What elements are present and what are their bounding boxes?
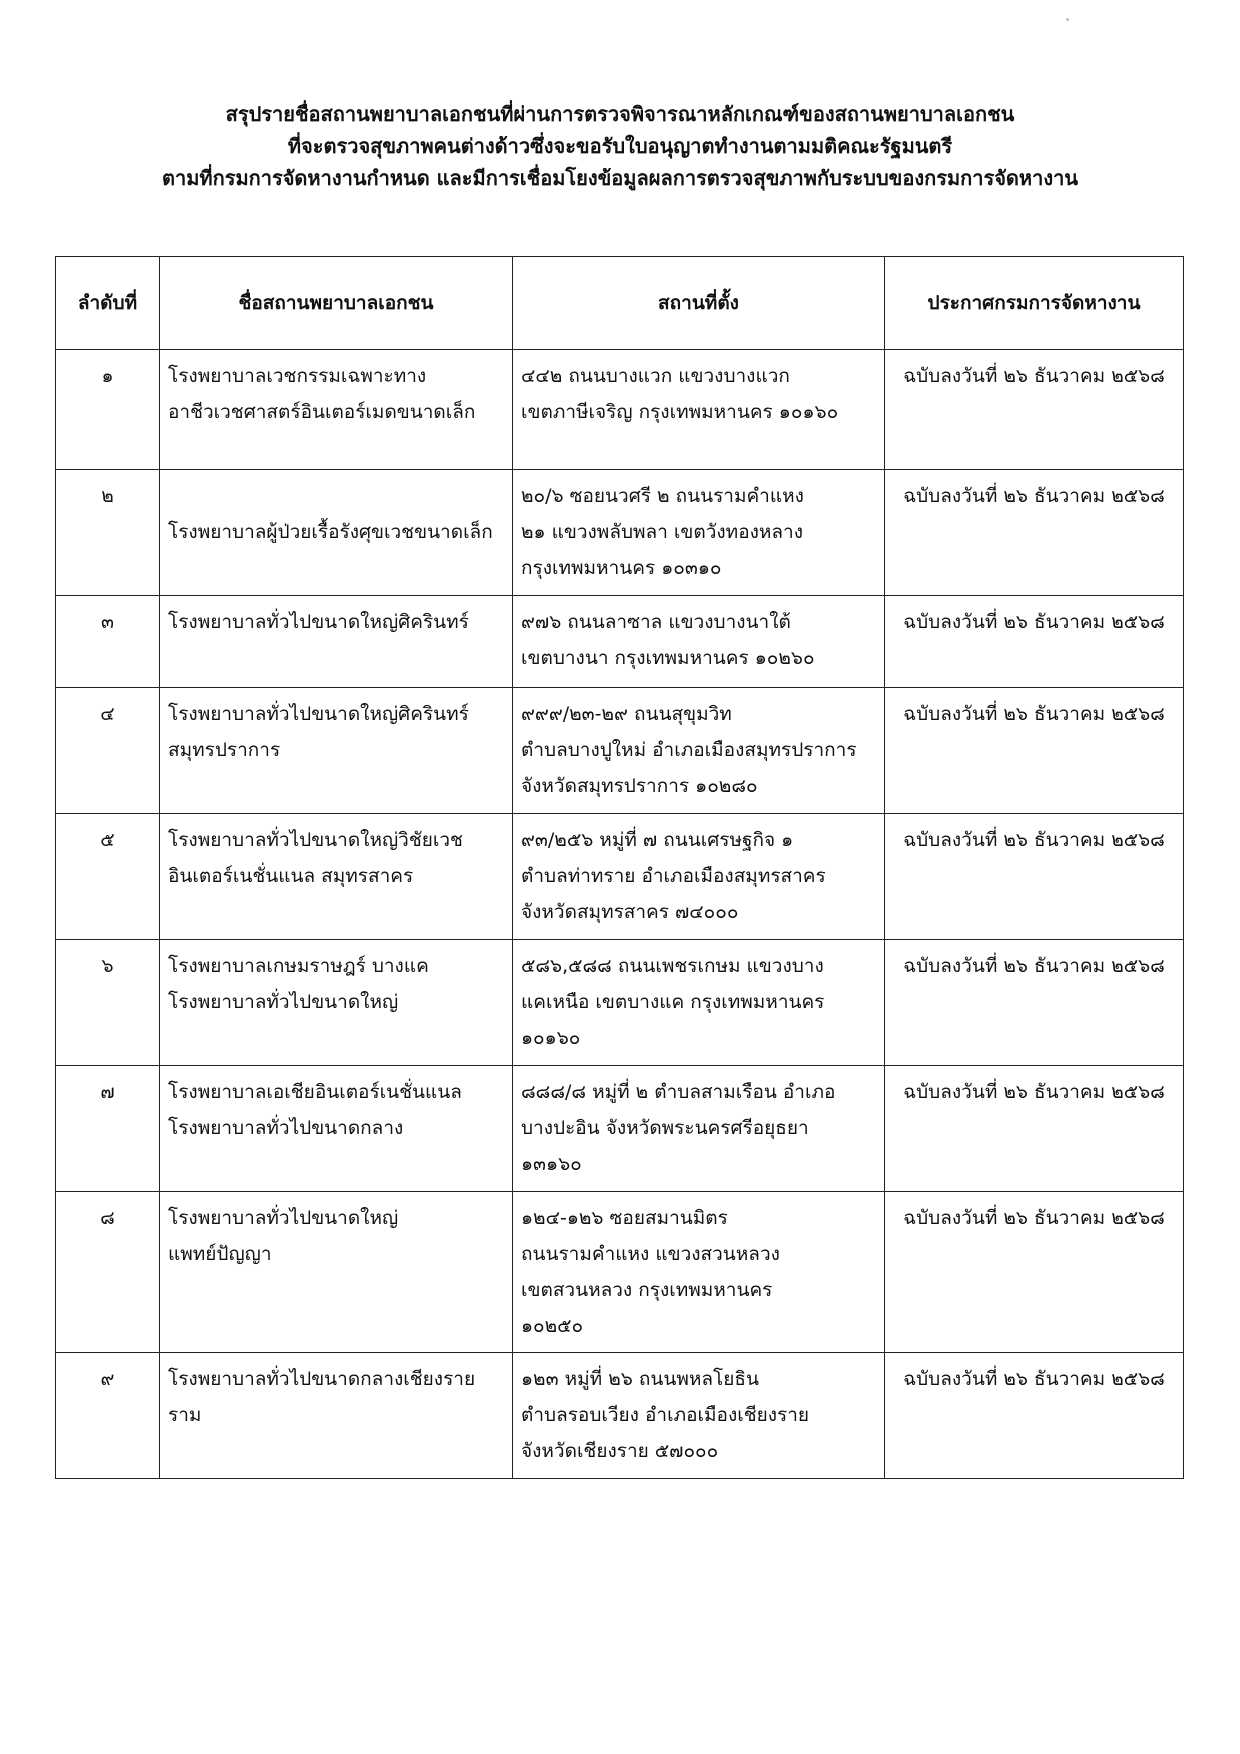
hospital-name-line: โรงพยาบาลทั่วไปขนาดใหญ่ศิครินทร์ bbox=[168, 703, 469, 725]
hospital-name-line: โรงพยาบาลเวชกรรมเฉพาะทาง bbox=[168, 365, 427, 387]
row-location bbox=[513, 814, 885, 940]
location-line: ๑๒๓ หมู่ที่ ๒๖ ถนนพหลโยธิน bbox=[521, 1368, 759, 1390]
location-line: ๘๘๘/๘ หมู่ที่ ๒ ตำบลสามเรือน อำเภอ bbox=[521, 1081, 836, 1103]
location-line: แคเหนือ เขตบางแค กรุงเทพมหานคร bbox=[521, 991, 825, 1013]
row-order-number: ๒ bbox=[56, 470, 160, 596]
location-line: ๙๓/๒๕๖ หมู่ที่ ๗ ถนนเศรษฐกิจ ๑ bbox=[521, 829, 794, 851]
hospital-name-line: โรงพยาบาลทั่วไปขนาดใหญ่ศิครินทร์ bbox=[168, 611, 469, 633]
row-announcement: ฉบับลงวันที่ ๒๖ ธันวาคม ๒๕๖๘ bbox=[885, 1192, 1184, 1353]
row-announcement: ฉบับลงวันที่ ๒๖ ธันวาคม ๒๕๖๘ bbox=[885, 350, 1184, 470]
row-location bbox=[513, 350, 885, 470]
row-hospital-name bbox=[160, 1066, 513, 1192]
scan-speck bbox=[1066, 18, 1069, 21]
row-announcement: ฉบับลงวันที่ ๒๖ ธันวาคม ๒๕๖๘ bbox=[885, 596, 1184, 688]
table-body bbox=[56, 350, 1184, 1479]
table-row bbox=[56, 350, 1184, 470]
location-line: ๔๔๒ ถนนบางแวก แขวงบางแวก bbox=[521, 365, 790, 387]
row-announcement: ฉบับลงวันที่ ๒๖ ธันวาคม ๒๕๖๘ bbox=[885, 470, 1184, 596]
hospital-table bbox=[55, 256, 1184, 1479]
hospital-name-line: โรงพยาบาลทั่วไปขนาดกลางเชียงราย bbox=[168, 1368, 476, 1390]
hospital-name-line: โรงพยาบาลเอเชียอินเตอร์เนชั่นแนล bbox=[168, 1081, 462, 1103]
location-line: บางปะอิน จังหวัดพระนครศรีอยุธยา bbox=[521, 1117, 809, 1139]
row-announcement: ฉบับลงวันที่ ๒๖ ธันวาคม ๒๕๖๘ bbox=[885, 814, 1184, 940]
table-row bbox=[56, 814, 1184, 940]
row-location bbox=[513, 1353, 885, 1479]
document-title bbox=[60, 98, 1180, 194]
hospital-name-line: โรงพยาบาลเกษมราษฎร์ บางแค bbox=[168, 955, 429, 977]
hospital-name-line: โรงพยาบาลทั่วไปขนาดกลาง bbox=[168, 1117, 404, 1139]
row-hospital-name bbox=[160, 596, 513, 688]
table-row bbox=[56, 470, 1184, 596]
row-hospital-name bbox=[160, 350, 513, 470]
location-line: ๑๐๑๖๐ bbox=[521, 1027, 581, 1049]
row-order-number: ๕ bbox=[56, 814, 160, 940]
row-hospital-name bbox=[160, 470, 513, 596]
row-location bbox=[513, 1066, 885, 1192]
row-order-number: ๘ bbox=[56, 1192, 160, 1353]
location-line: ๒๑ แขวงพลับพลา เขตวังทองหลาง bbox=[521, 521, 804, 543]
row-location bbox=[513, 940, 885, 1066]
hospital-name-line bbox=[168, 478, 504, 514]
hospital-name-line: ราม bbox=[168, 1404, 202, 1426]
header-order: ลำดับที่ bbox=[56, 257, 160, 350]
location-line: ๑๓๑๖๐ bbox=[521, 1153, 582, 1175]
hospital-name-line: โรงพยาบาลทั่วไปขนาดใหญ่ bbox=[168, 991, 399, 1013]
row-hospital-name bbox=[160, 940, 513, 1066]
table-row bbox=[56, 1192, 1184, 1353]
row-location bbox=[513, 470, 885, 596]
row-hospital-name bbox=[160, 688, 513, 814]
location-line: ตำบลบางปูใหม่ อำเภอเมืองสมุทรปราการ bbox=[521, 739, 857, 761]
row-announcement: ฉบับลงวันที่ ๒๖ ธันวาคม ๒๕๖๘ bbox=[885, 1353, 1184, 1479]
location-line: ถนนรามคำแหง แขวงสวนหลวง bbox=[521, 1243, 780, 1265]
row-order-number: ๑ bbox=[56, 350, 160, 470]
table-row bbox=[56, 1353, 1184, 1479]
hospital-name-line: อินเตอร์เนชั่นแนล สมุทรสาคร bbox=[168, 865, 414, 887]
hospital-name-line: โรงพยาบาลทั่วไปขนาดใหญ่ bbox=[168, 1207, 399, 1229]
header-announcement: ประกาศกรมการจัดหางาน bbox=[885, 257, 1184, 350]
row-location bbox=[513, 688, 885, 814]
row-announcement: ฉบับลงวันที่ ๒๖ ธันวาคม ๒๕๖๘ bbox=[885, 1066, 1184, 1192]
row-hospital-name bbox=[160, 1192, 513, 1353]
row-hospital-name bbox=[160, 814, 513, 940]
location-line: จังหวัดสมุทรปราการ ๑๐๒๘๐ bbox=[521, 775, 758, 797]
header-hospital-name: ชื่อสถานพยาบาลเอกชน bbox=[160, 257, 513, 350]
location-line: ๕๘๖,๕๘๘ ถนนเพชรเกษม แขวงบาง bbox=[521, 955, 824, 977]
location-line: เขตภาษีเจริญ กรุงเทพมหานคร ๑๐๑๖๐ bbox=[521, 401, 839, 423]
row-order-number: ๓ bbox=[56, 596, 160, 688]
location-line: จังหวัดเชียงราย ๕๗๐๐๐ bbox=[521, 1440, 719, 1462]
row-announcement: ฉบับลงวันที่ ๒๖ ธันวาคม ๒๕๖๘ bbox=[885, 688, 1184, 814]
hospital-name-line: แพทย์ปัญญา bbox=[168, 1243, 272, 1265]
title-line-3: ตามที่กรมการจัดหางานกำหนด และมีการเชื่อมโยงข้อมูลผลการตรวจสุขภาพกับระบบของกรมการจัดหางาน bbox=[162, 166, 1078, 190]
row-order-number: ๔ bbox=[56, 688, 160, 814]
table-row bbox=[56, 1066, 1184, 1192]
hospital-name-line: อาชีวเวชศาสตร์อินเตอร์เมดขนาดเล็ก bbox=[168, 401, 476, 423]
location-line: เขตสวนหลวง กรุงเทพมหานคร bbox=[521, 1279, 773, 1301]
location-line: ๑๐๒๕๐ bbox=[521, 1315, 584, 1337]
row-order-number: ๖ bbox=[56, 940, 160, 1066]
row-order-number: ๗ bbox=[56, 1066, 160, 1192]
location-line: ๒๐/๖ ซอยนวศรี ๒ ถนนรามคำแหง bbox=[521, 485, 804, 507]
row-order-number: ๙ bbox=[56, 1353, 160, 1479]
row-hospital-name bbox=[160, 1353, 513, 1479]
location-line: ๙๙๙/๒๓-๒๙ ถนนสุขุมวิท bbox=[521, 703, 732, 725]
table-row bbox=[56, 688, 1184, 814]
row-location bbox=[513, 596, 885, 688]
location-line: ๑๒๔-๑๒๖ ซอยสมานมิตร bbox=[521, 1207, 728, 1229]
location-line: กรุงเทพมหานคร ๑๐๓๑๐ bbox=[521, 557, 722, 579]
location-line: ตำบลรอบเวียง อำเภอเมืองเชียงราย bbox=[521, 1404, 810, 1426]
hospital-name-line: โรงพยาบาลผู้ป่วยเรื้อรังศุขเวชขนาดเล็ก bbox=[168, 521, 493, 543]
location-line: ๙๗๖ ถนนลาซาล แขวงบางนาใต้ bbox=[521, 611, 791, 633]
row-location bbox=[513, 1192, 885, 1353]
location-line: จังหวัดสมุทรสาคร ๗๔๐๐๐ bbox=[521, 901, 739, 923]
row-announcement: ฉบับลงวันที่ ๒๖ ธันวาคม ๒๕๖๘ bbox=[885, 940, 1184, 1066]
table-header-row bbox=[56, 257, 1184, 350]
location-line: เขตบางนา กรุงเทพมหานคร ๑๐๒๖๐ bbox=[521, 647, 815, 669]
header-location: สถานที่ตั้ง bbox=[513, 257, 885, 350]
table-row bbox=[56, 940, 1184, 1066]
location-line: ตำบลท่าทราย อำเภอเมืองสมุทรสาคร bbox=[521, 865, 826, 887]
title-line-1: สรุปรายชื่อสถานพยาบาลเอกชนที่ผ่านการตรวจพิจารณาหลักเกณฑ์ของสถานพยาบาลเอกชน bbox=[225, 102, 1015, 126]
title-line-2: ที่จะตรวจสุขภาพคนต่างด้าวซึ่งจะขอรับใบอนุญาตทำงานตามมติคณะรัฐมนตรี bbox=[287, 134, 953, 158]
table-row bbox=[56, 596, 1184, 688]
hospital-name-line: โรงพยาบาลทั่วไปขนาดใหญ่วิชัยเวช bbox=[168, 829, 463, 851]
hospital-name-line: สมุทรปราการ bbox=[168, 739, 281, 761]
